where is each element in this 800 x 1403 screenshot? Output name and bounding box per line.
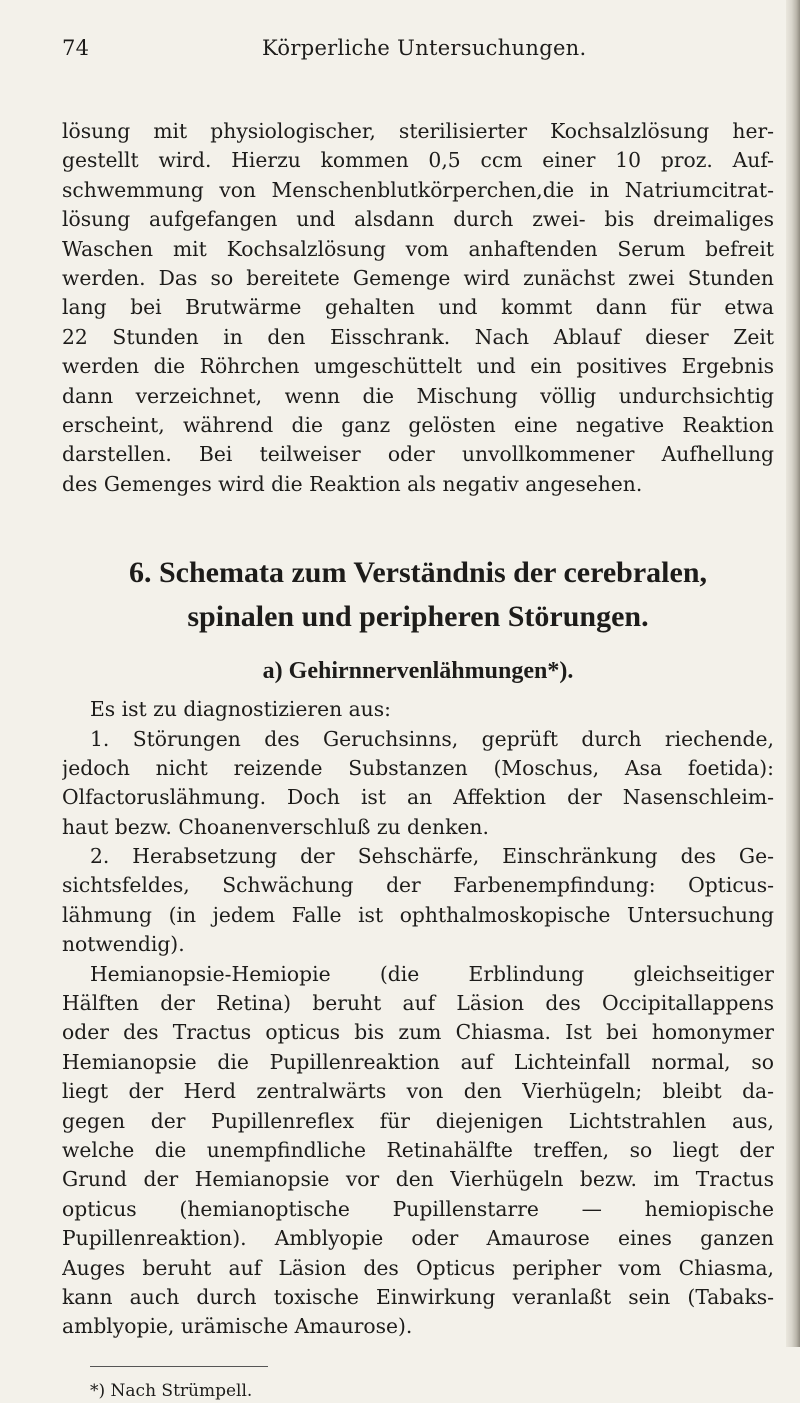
text-line: 1. Störungen des Geruchsinns, geprüft durch riechende, bbox=[90, 726, 774, 751]
text-line: Hälften der Retina) beruht auf Läsion des Occipitallappens bbox=[62, 991, 774, 1016]
footnote-rule bbox=[90, 1366, 268, 1367]
sub-heading: a) Gehirnnervenlähmungen*). bbox=[262, 658, 574, 685]
section-heading-line: spinalen und peripheren Störungen. bbox=[187, 600, 649, 634]
footnote: *) Nach Strümpell. bbox=[90, 1380, 253, 1401]
text-line: darstellen. Bei teilweiser oder unvollkommener Aufhellung bbox=[62, 442, 774, 467]
text-line: 2. Herabsetzung der Sehschärfe, Einschränkung des Ge- bbox=[90, 844, 774, 869]
text-line: erscheint, während die ganz gelösten eine negative Reaktion bbox=[62, 412, 774, 437]
text-line: sichtsfeldes, Schwächung der Farbenempfindung: Opticus- bbox=[62, 873, 774, 898]
text-line: Es ist zu diagnostizieren aus: bbox=[90, 697, 391, 722]
text-line: 22 Stunden in den Eisschrank. Nach Ablauf dieser Zeit bbox=[62, 324, 774, 349]
text-line: schwemmung von Menschenblutkörperchen,die in Natriumcitrat- bbox=[62, 177, 774, 202]
text-line: kann auch durch toxische Einwirkung veranlaßt sein (Tabaks- bbox=[62, 1284, 774, 1309]
text-line: Hemianopsie die Pupillenreaktion auf Lichteinfall normal, so bbox=[62, 1049, 774, 1074]
page-number: 74 bbox=[62, 36, 90, 60]
text-line: amblyopie, urämische Amaurose). bbox=[62, 1314, 413, 1339]
text-line: Hemianopsie-Hemiopie (die Erblindung gleichseitiger bbox=[90, 961, 774, 986]
text-line: des Gemenges wird die Reaktion als negativ angesehen. bbox=[62, 471, 643, 496]
text-line: werden. Das so bereitete Gemenge wird zunächst zwei Stunden bbox=[62, 265, 774, 290]
text-line: jedoch nicht reizende Substanzen (Moschus, Asa foetida): bbox=[62, 755, 774, 780]
text-line: opticus (hemianoptische Pupillenstarre — hemiopische bbox=[62, 1196, 774, 1221]
section-heading bbox=[62, 551, 774, 639]
text-line: Waschen mit Kochsalzlösung vom anhaftenden Serum befreit bbox=[62, 236, 774, 261]
text-line: lösung aufgefangen und alsdann durch zwei- bis dreimaliges bbox=[62, 207, 774, 232]
text-line: liegt der Herd zentralwärts von den Vierhügeln; bleibt da- bbox=[62, 1079, 774, 1104]
intro-paragraph bbox=[62, 117, 774, 499]
text-line: dann verzeichnet, wenn die Mischung völlig undurchsichtig bbox=[62, 383, 774, 408]
text-line: lähmung (in jedem Falle ist ophthalmoskopische Untersuchung bbox=[62, 902, 774, 927]
text-line: gestellt wird. Hierzu kommen 0,5 ccm einer 10 proz. Auf- bbox=[62, 148, 774, 173]
text-line: oder des Tractus opticus bis zum Chiasma. Ist bei homonymer bbox=[62, 1020, 774, 1045]
body-text bbox=[62, 695, 774, 1342]
text-line: werden die Röhrchen umgeschüttelt und ein positives Ergebnis bbox=[62, 354, 774, 379]
running-head bbox=[62, 30, 774, 70]
text-line: Olfactoruslähmung. Doch ist an Affektion der Nasenschleim- bbox=[62, 785, 774, 810]
text-line: lang bei Brutwärme gehalten und kommt dann für etwa bbox=[62, 295, 774, 320]
text-line: notwendig). bbox=[62, 932, 185, 957]
section-heading-line: 6. Schemata zum Verständnis der cerebralen, bbox=[128, 556, 708, 590]
text-line: Pupillenreaktion). Amblyopie oder Amaurose eines ganzen bbox=[62, 1226, 774, 1251]
running-title: Körperliche Untersuchungen. bbox=[262, 36, 587, 60]
text-line: welche die unempfindliche Retinahälfte treffen, so liegt der bbox=[62, 1138, 774, 1162]
text-line: Auges beruht auf Läsion des Opticus peripher vom Chiasma, bbox=[62, 1255, 774, 1280]
text-line: lösung mit physiologischer, sterilisierter Kochsalzlösung her- bbox=[62, 119, 774, 143]
text-line: haut bezw. Choanenverschluß zu denken. bbox=[62, 814, 489, 839]
text-line: gegen der Pupillenreflex für diejenigen Lichtstrahlen aus, bbox=[62, 1108, 774, 1133]
page-edge bbox=[786, 0, 800, 1347]
text-line: Grund der Hemianopsie vor den Vierhügeln bezw. im Tractus bbox=[62, 1167, 774, 1192]
book-page bbox=[62, 30, 774, 1403]
